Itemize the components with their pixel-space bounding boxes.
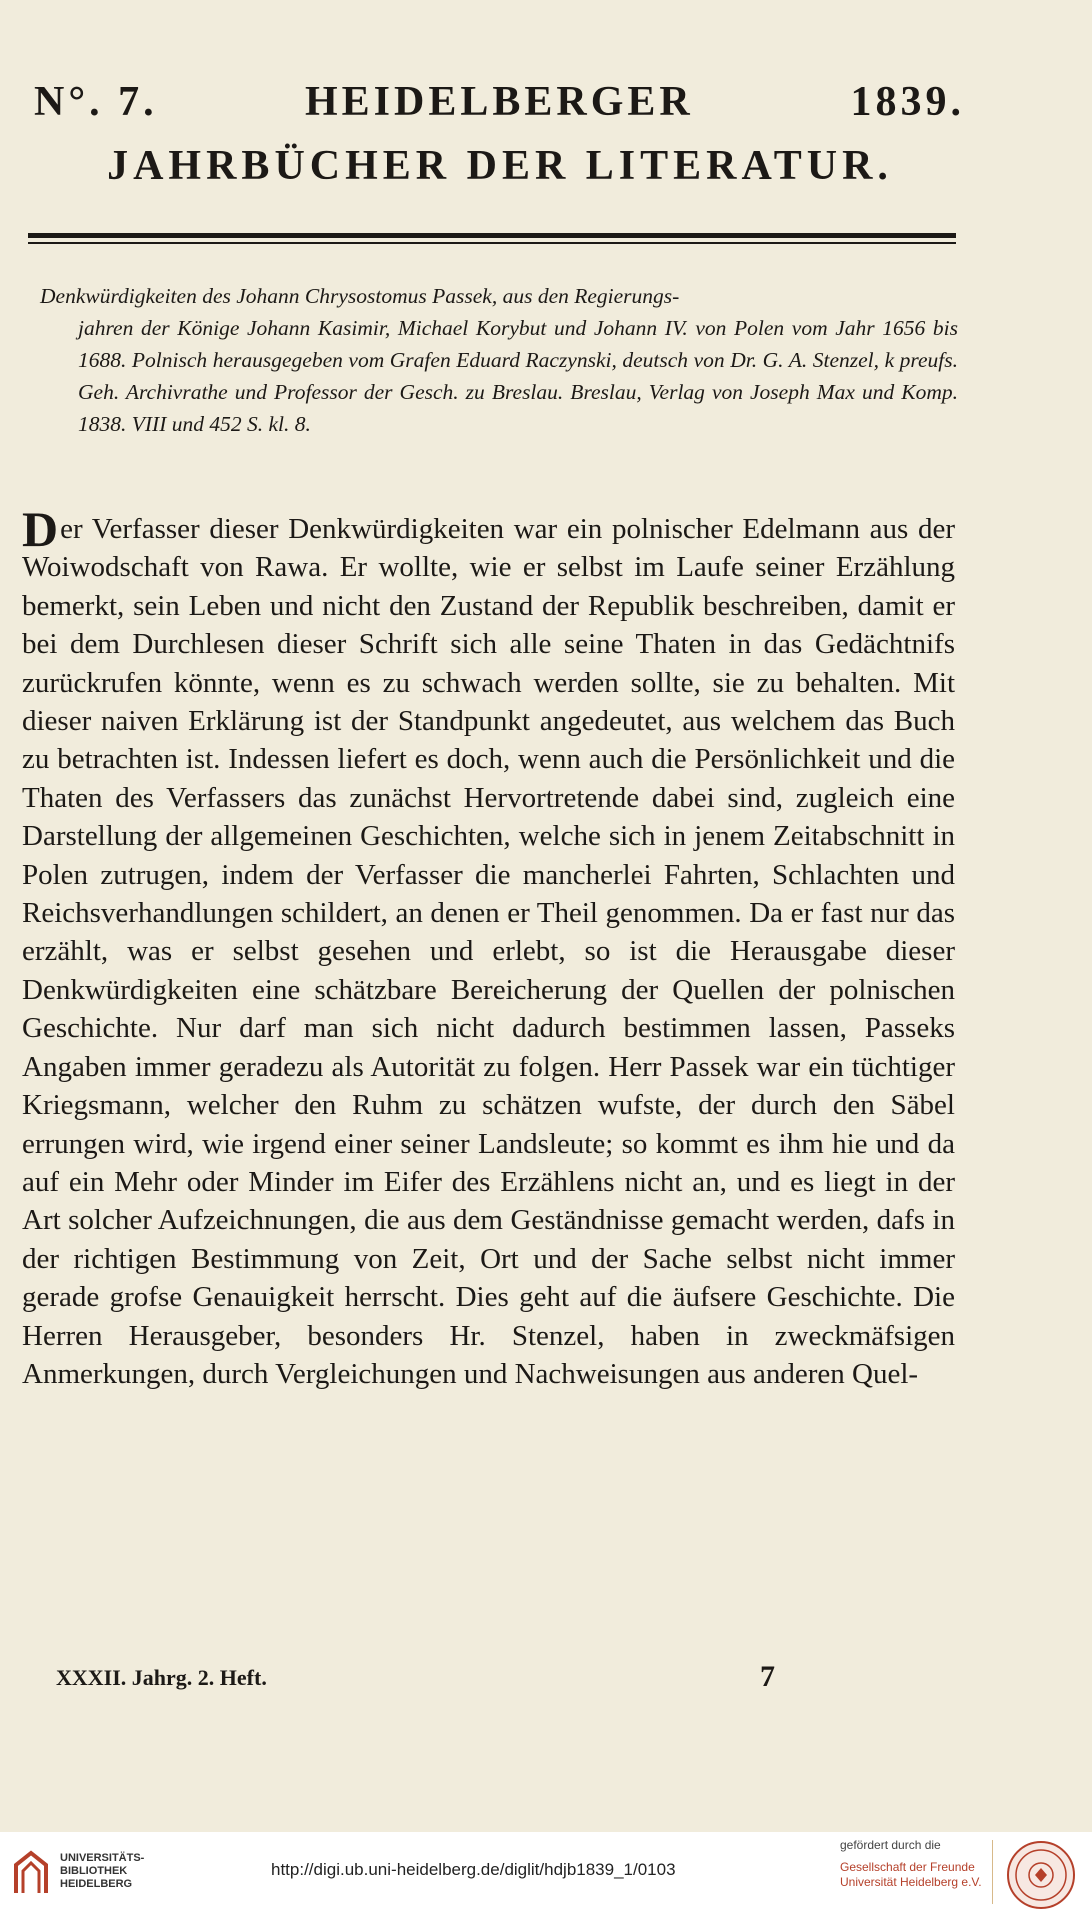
signature-mark: 7 [760, 1660, 775, 1693]
library-name: UNIVERSITÄTS- BIBLIOTHEK HEIDELBERG [60, 1852, 145, 1890]
citation-continuation: jahren der Könige Johann Kasimir, Michael Korybut und Johann IV. von Polen vom Jahr 1656 bis 1688. Polnisch herausgegeben vom Grafen Eduard Raczynski, deutsch von Dr. G. A. Stenzel, k preufs. Geh. Archivrathe und Professor der Gesch. zu Breslau. Breslau, Verlag von Joseph Max und Komp. 1838. VIII und 452 S. kl. 8. [78, 316, 958, 436]
header-rule-thin [28, 242, 956, 244]
footer-divider [992, 1840, 993, 1904]
digitization-footer [0, 1832, 1092, 1912]
document-url-link[interactable]: http://digi.ub.uni-heidelberg.de/diglit/hdjb1839_1/0103 [271, 1860, 676, 1879]
university-library-logo-icon[interactable] [10, 1847, 52, 1899]
issue-number: N°. 7. [34, 79, 158, 125]
journal-subtitle: JAHRBÜCHER DER LITERATUR. [107, 143, 893, 189]
sponsor-label: gefördert durch die [840, 1838, 941, 1852]
header-rule-thick [28, 233, 956, 238]
sponsor-name-link[interactable]: Gesellschaft der Freunde Universität Heidelberg e.V. [840, 1860, 982, 1889]
journal-year: 1839. [850, 79, 965, 125]
drop-cap: D [22, 501, 59, 557]
review-text: er Verfasser dieser Denkwürdigkeiten war ein polnischer Edelmann aus der Woiwodschaft von Rawa. Er wollte, wie er selbst im Laufe seiner Erzählung bemerkt, sein Leben und nicht den Zustand der Republik beschreiben, damit er bei dem Durchlesen dieser Schrift sich alle seine Thaten in das Gedächtnifs zurückrufen könnte, wenn es zu schwach werden sollte, sie zu behalten. Mit dieser naiven Erklärung ist der Standpunkt angedeutet, aus welchem das Buch zu betrachten ist. Indessen liefert es doch, wenn auch die Persönlichkeit und die Thaten des Verfassers das zunächst Hervortretende dabei sind, zugleich eine Darstellung der allgemeinen Geschichten, welche sich in jenem Zeitabschnitt in Polen zutrugen, indem der Verfasser die mancherlei Fahrten, Schlachten und Reichsverhandlungen schildert, an denen er Theil genommen. Da er fast nur das erzählt, was er selbst gesehen und erlebt, so ist die Herausgabe dieser Denkwürdigkeiten eine schätzbare Bereicherung der Quellen der polnischen Geschichte. Nur darf man sich nicht dadurch bestimmen lassen, Passeks Angaben immer geradezu als Autorität zu folgen. Herr Passek war ein tüchtiger Kriegsmann, welcher den Ruhm zu schätzen wufste, der durch den Säbel errungen wird, wie irgend einer seiner Landsleute; so kommt es ihm hie und da auf ein Mehr oder Minder im Eifer des Erzählens nicht an, und es liegt in der Art solcher Aufzeichnungen, die aus dem Geständnisse gemacht werden, dafs in der richtigen Bestimmung von Zeit, Ort und der Sache selbst nicht immer gerade grofse Genauigkeit herrscht. Dies geht auf die äufsere Geschichte. Die Herren Herausgeber, besonders Hr. Stenzel, haben in zweckmäfsigen Anmerkungen, durch Vergleichungen und Nachweisungen aus anderen Quel- [22, 513, 955, 1390]
book-citation [40, 280, 958, 440]
signature-line: XXXII. Jahrg. 2. Heft. [56, 1665, 267, 1690]
journal-name: HEIDELBERGER [305, 79, 694, 125]
citation-first-line: Denkwürdigkeiten des Johann Chrysostomus Passek, aus den Regierungs- [40, 284, 680, 308]
review-body [22, 501, 955, 1393]
university-seal-icon [1006, 1840, 1076, 1910]
